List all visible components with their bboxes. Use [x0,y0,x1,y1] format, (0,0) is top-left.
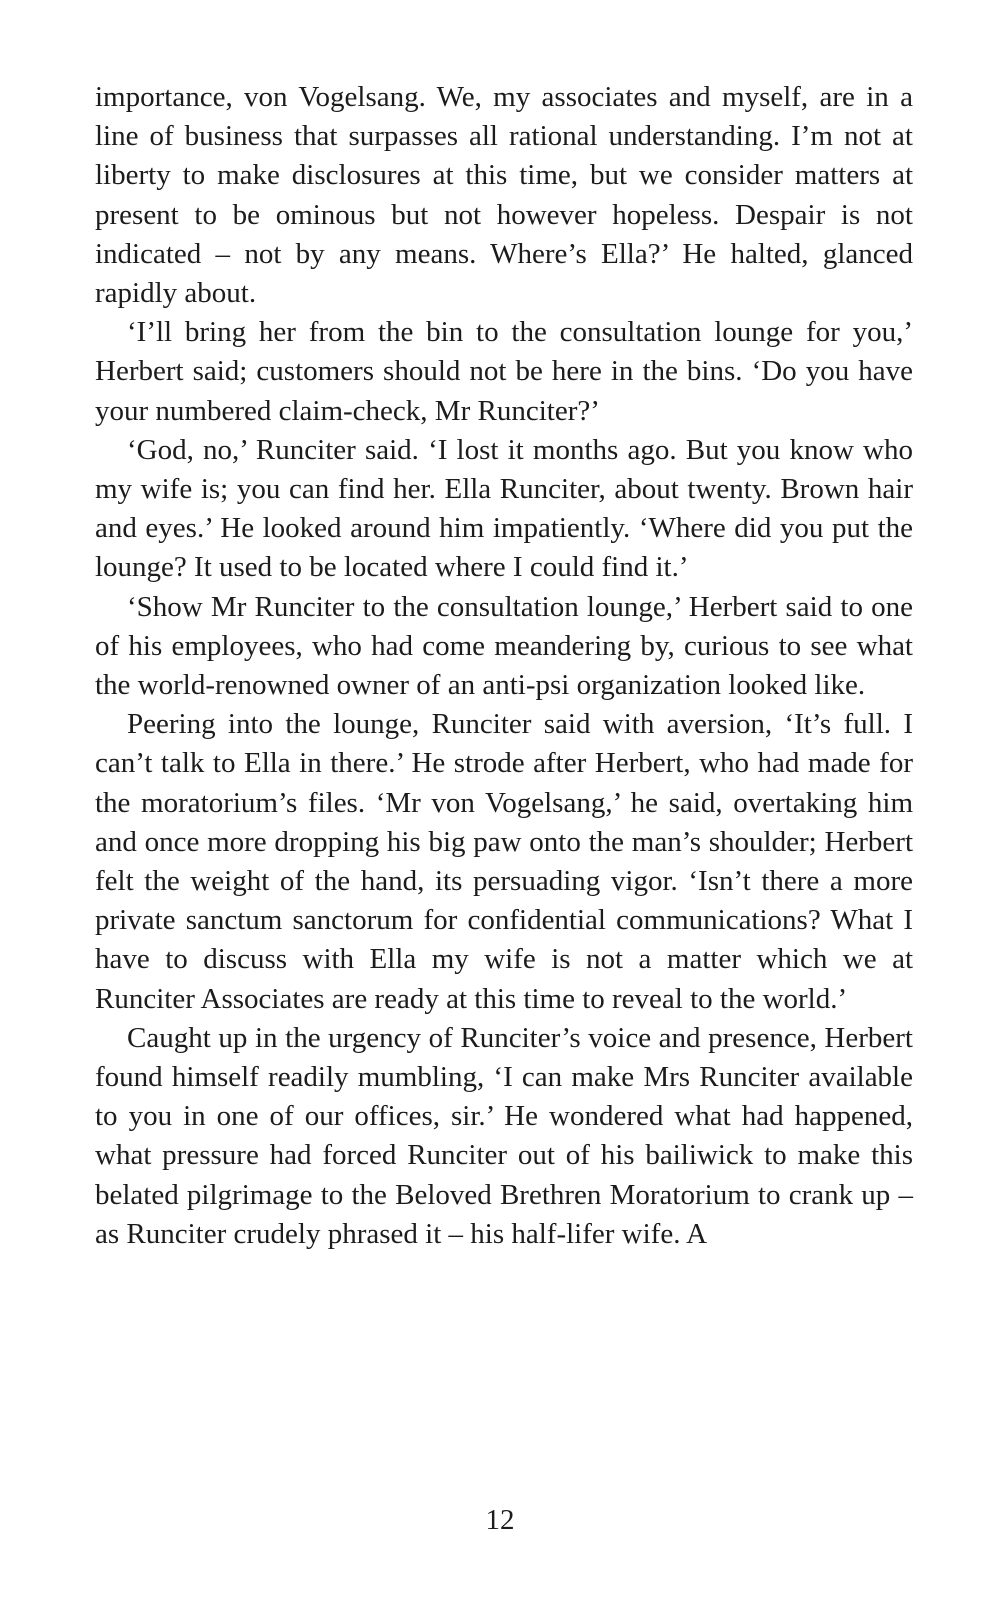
paragraph-4: ‘Show Mr Runciter to the consultation lounge,’ Herbert said to one of his employees, who had come meandering by, curious to see what the world-renowned owner of an anti-psi organization looked like. [95,590,913,702]
paragraph-2: ‘I’ll bring her from the bin to the consultation lounge for you,’ Herbert said; customers should not be here in the bins. ‘Do you have your numbered claim-check, Mr Runciter?’ [95,316,913,427]
page-number: 12 [485,1504,515,1536]
paragraph-5: Peering into the lounge, Runciter said with aversion, ‘It’s full. I can’t talk to Ella in there.’ He strode after Herbert, who had made for the moratorium’s files. ‘Mr von Vogelsang,’ he said, overtaking him and once more dropping his big paw onto the man’s shoulder; Herbert felt the weight of the hand, its persuading vigor. ‘Isn’t there a more private sanctum sanctorum for confidential communications? What I have to discuss with Ella my wife is not a matter which we at Runciter Associates are ready at this time to reveal to the world.’ [95,708,913,1015]
paragraph-3: ‘God, no,’ Runciter said. ‘I lost it months ago. But you know who my wife is; you can find her. Ella Runciter, about twenty. Brown hair and eyes.’ He looked around him impatiently. ‘Where did you put the lounge? It used to be located where I could find it.’ [95,433,913,584]
body-text [95,78,913,1254]
paragraph-6: Caught up in the urgency of Runciter’s voice and presence, Herbert found himself readily mumbling, ‘I can make Mrs Runciter available to you in one of our offices, sir.’ He wondered what had happened, what pressure had forced Runciter out of his bailiwick to make this belated pilgrimage to the Beloved Brethren Moratorium to crank up – as Runciter crudely phrased it – his half-lifer wife. A [95,1021,913,1250]
paragraph-1: importance, von Vogelsang. We, my associates and myself, are in a line of business that surpasses all rational understanding. I’m not at liberty to make disclosures at this time, but we consider matters at present to be ominous but not however hopeless. Despair is not indicated – not by any means. Where’s Ella?’ He halted, glanced rapidly about. [95,81,913,310]
